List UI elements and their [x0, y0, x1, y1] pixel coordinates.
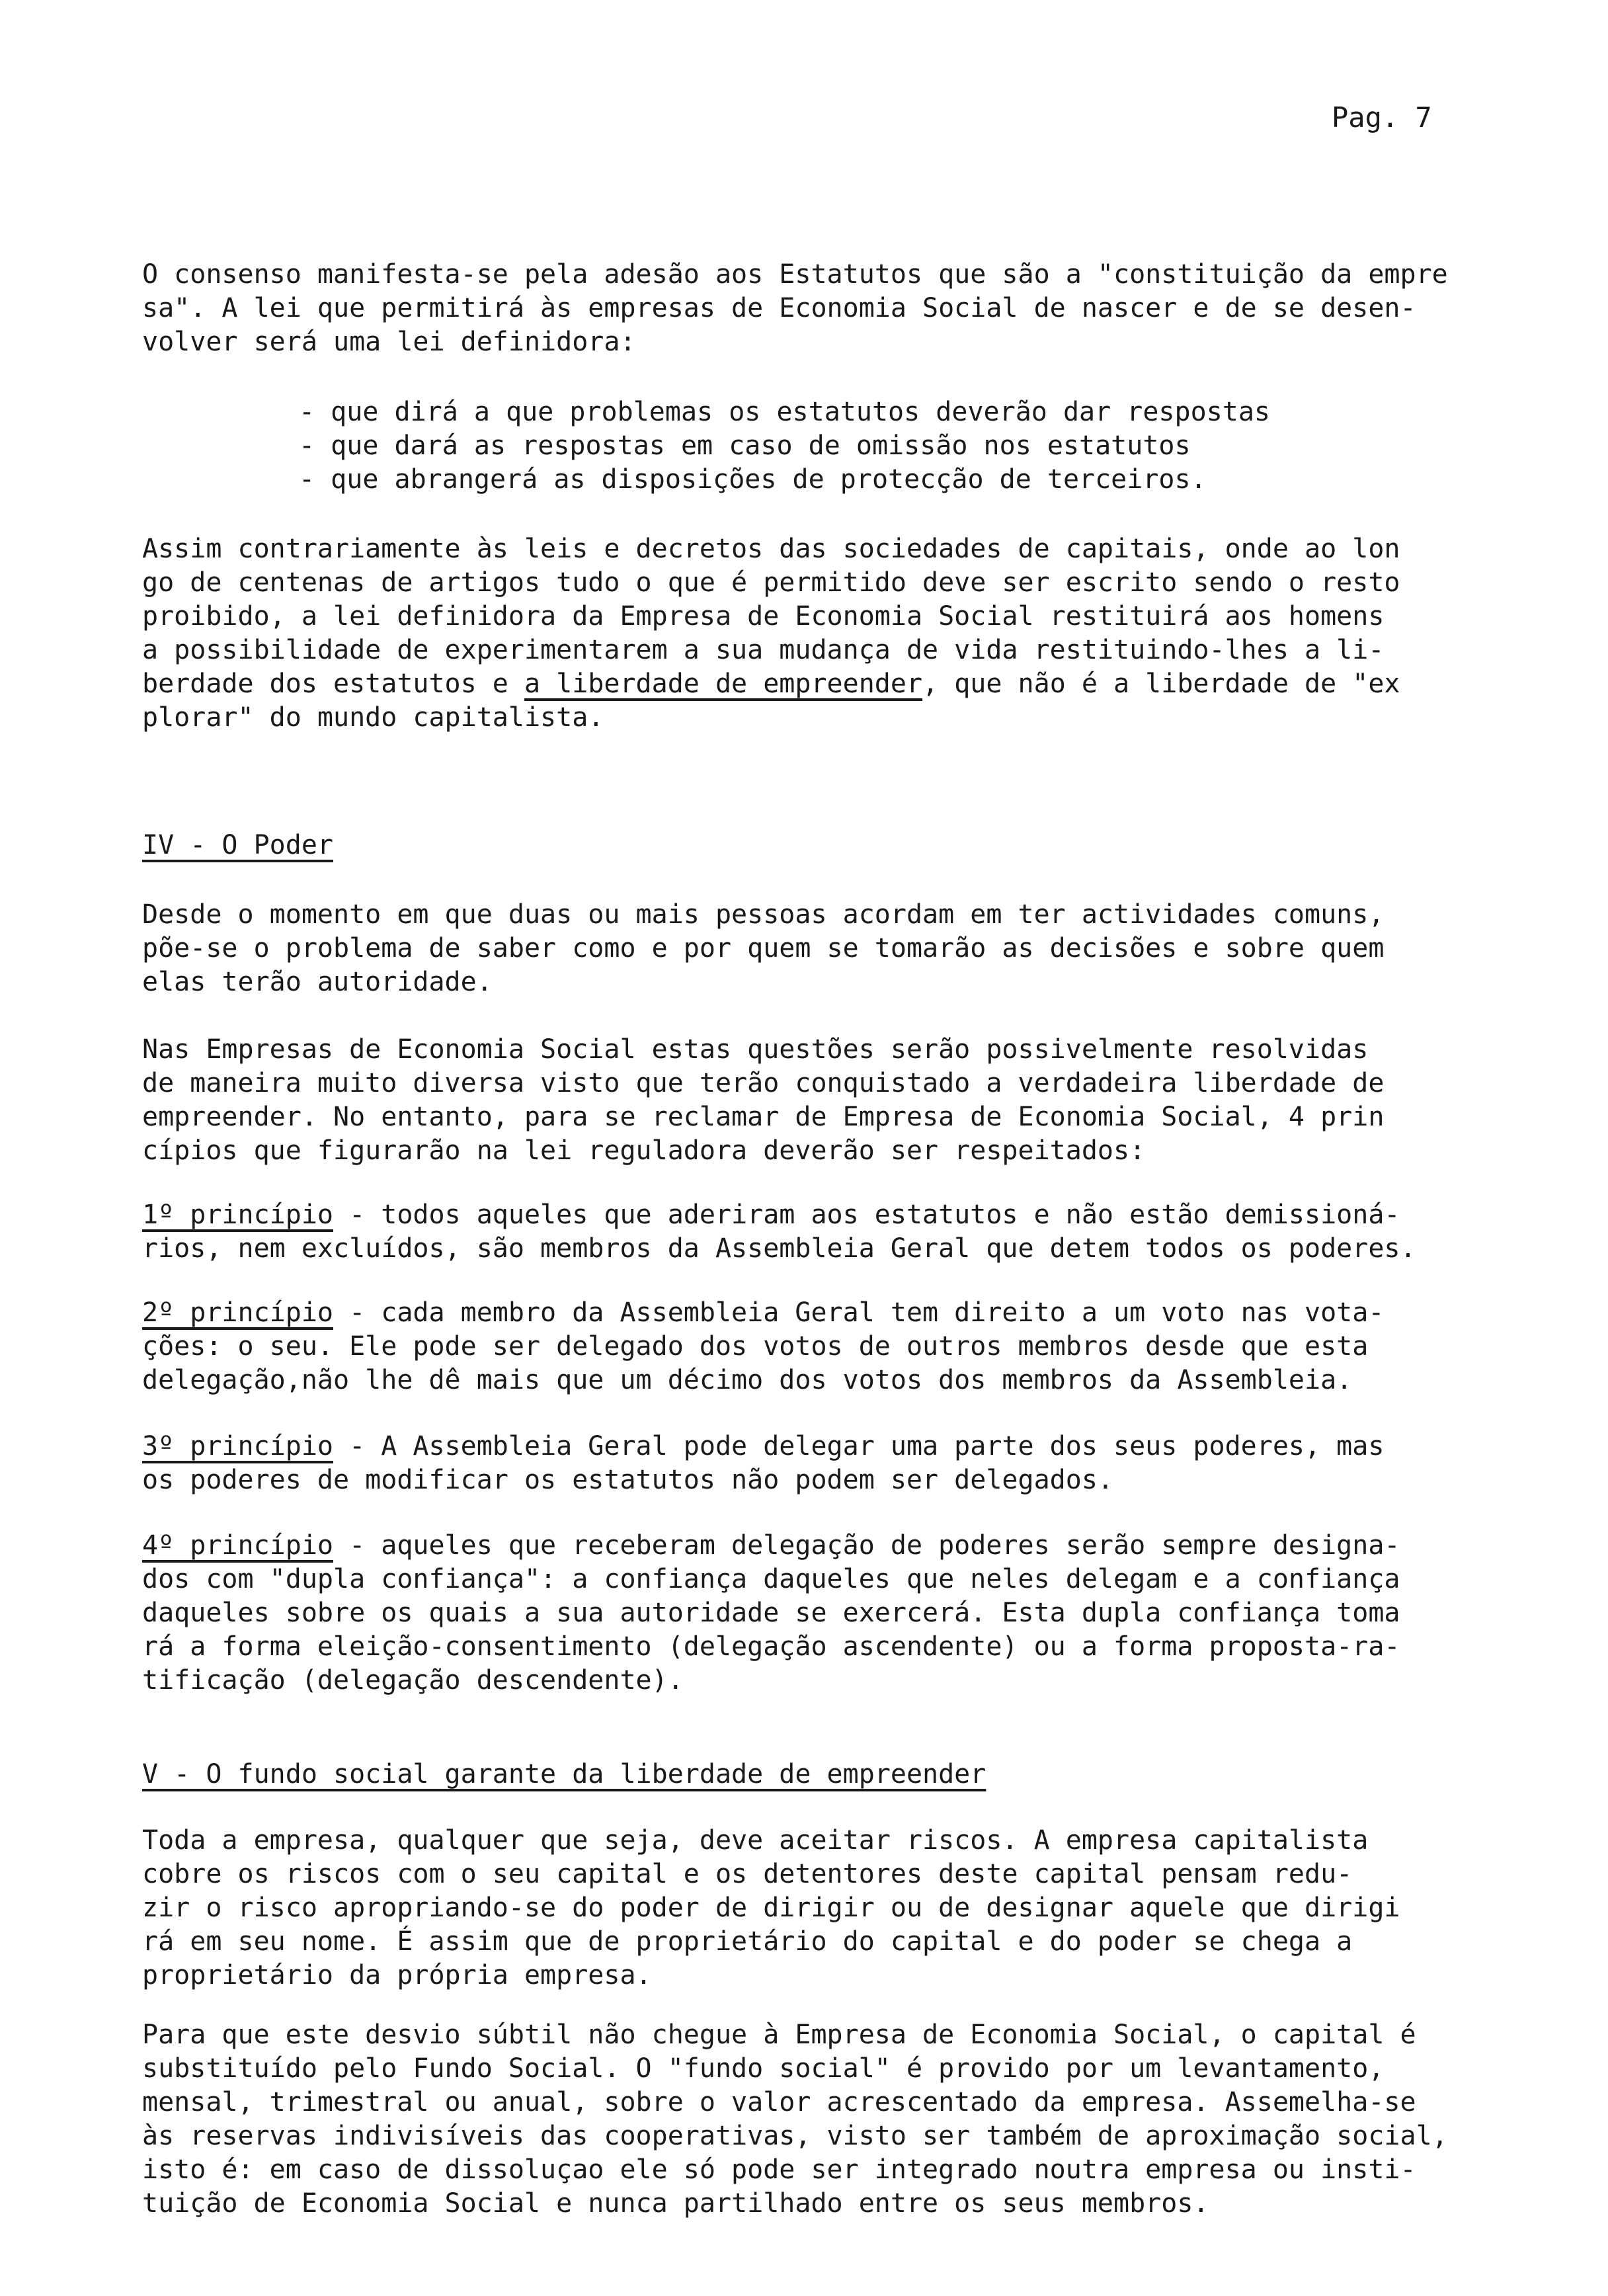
- paragraph-line: os poderes de modificar os estatutos não podem ser delegados.: [142, 1465, 1114, 1495]
- intro-line: O consenso manifesta-se pela adesão aos Estatutos que são a "constituição da empre: [142, 259, 1448, 290]
- paragraph-line: Toda a empresa, qualquer que seja, deve aceitar riscos. A empresa capitalista: [142, 1825, 1369, 1856]
- principio-label: 1º princípio: [142, 1200, 333, 1230]
- page-number: Pag. 7: [1332, 101, 1432, 134]
- paragraph-line: [142, 1430, 1471, 1463]
- principio-2: [142, 1296, 1471, 1397]
- principio-3: [142, 1430, 1471, 1497]
- paragraph-line: cípios que figurarão na lei reguladora deverão ser respeitados:: [142, 1135, 1146, 1166]
- intro-line: sa". A lei que permitirá às empresas de Economia Social de nascer e de se desen-: [142, 293, 1416, 323]
- section-heading: [142, 1758, 1471, 1791]
- paragraph-line: delegação,não lhe dê mais que um décimo dos votos dos membros da Assembleia.: [142, 1365, 1353, 1395]
- paragraph-line: substituído pelo Fundo Social. O "fundo social" é provido por um levantamento,: [142, 2053, 1385, 2084]
- line-text: berdade dos estatutos e: [142, 669, 524, 699]
- line-text: - aqueles que receberam delegação de poderes serão sempre designa-: [333, 1530, 1400, 1561]
- paragraph-line: plorar" do mundo capitalista.: [142, 702, 604, 733]
- paragraph-line: ções: o seu. Ele pode ser delegado dos votos de outros membros desde que esta: [142, 1331, 1369, 1362]
- paragraph-line: Assim contrariamente às leis e decretos das sociedades de capitais, onde ao lon: [142, 534, 1400, 564]
- paragraph-line: põe-se o problema de saber como e por quem se tomarão as decisões e sobre quem: [142, 933, 1385, 964]
- paragraph-line: go de centenas de artigos tudo o que é permitido deve ser escrito sendo o resto: [142, 567, 1400, 598]
- paragraph-line: proibido, a lei definidora da Empresa de Economia Social restituirá aos homens: [142, 601, 1385, 632]
- line-text: - A Assembleia Geral pode delegar uma parte dos seus poderes, mas: [333, 1431, 1385, 1461]
- principio-label: 4º princípio: [142, 1530, 333, 1561]
- principio-4: [142, 1529, 1471, 1698]
- paragraph-line: Desde o momento em que duas ou mais pessoas acordam em ter actividades comuns,: [142, 899, 1385, 930]
- section-title: V - O fundo social garante da liberdade de empreender: [142, 1759, 986, 1789]
- line-text: - cada membro da Assembleia Geral tem direito a um voto nas vota-: [333, 1297, 1385, 1328]
- intro-paragraph: [142, 258, 1471, 359]
- paragraph-line: proprietário da própria empresa.: [142, 1960, 652, 1990]
- paragraph-line: cobre os riscos com o seu capital e os detentores deste capital pensam redu-: [142, 1859, 1353, 1889]
- paragraph-line: de maneira muito diversa visto que terão conquistado a verdadeira liberdade de: [142, 1068, 1385, 1098]
- intro-line: volver será uma lei definidora:: [142, 327, 636, 357]
- line-text: , que não é a liberdade de "ex: [922, 669, 1400, 699]
- fundo-paragraph-2: [142, 2018, 1471, 2221]
- definidora-list: [299, 395, 1489, 497]
- paragraph-line: isto é: em caso de dissoluçao ele só pode ser integrado noutra empresa ou insti-: [142, 2154, 1416, 2185]
- paragraph-line: zir o risco apropriando-se do poder de dirigir ou de designar aquele que dirigi: [142, 1893, 1400, 1923]
- paragraph-line: tuição de Economia Social e nunca partilhado entre os seus membros.: [142, 2188, 1209, 2219]
- poder-paragraph-1: [142, 898, 1471, 999]
- principio-1: [142, 1198, 1471, 1266]
- paragraph-line: rá em seu nome. É assim que de proprietário do capital e do poder se chega a: [142, 1926, 1353, 1957]
- paragraph-line: a possibilidade de experimentarem a sua mudança de vida restituindo-lhes a li-: [142, 635, 1385, 665]
- paragraph-line: elas terão autoridade.: [142, 967, 493, 997]
- paragraph-line: rios, nem excluídos, são membros da Assembleia Geral que detem todos os poderes.: [142, 1233, 1416, 1264]
- paragraph-line: [142, 1296, 1471, 1330]
- principio-label: 3º princípio: [142, 1431, 333, 1461]
- paragraph-line: [142, 667, 1471, 701]
- section-heading: [142, 829, 1471, 862]
- underlined-phrase: a liberdade de empreender: [524, 669, 923, 699]
- paragraph-line: mensal, trimestral ou anual, sobre o valor acrescentado da empresa. Assemelha-se: [142, 2087, 1416, 2117]
- paragraph-line: dos com "dupla confiança": a confiança daqueles que neles delegam e a confiança: [142, 1564, 1400, 1594]
- paragraph-line: às reservas indivisíveis das cooperativas, visto ser também de aproximação social,: [142, 2121, 1448, 2151]
- fundo-paragraph-1: [142, 1824, 1471, 1992]
- list-item: - que dirá a que problemas os estatutos deverão dar respostas: [299, 397, 1271, 427]
- list-item: - que abrangerá as disposições de protecção de terceiros.: [299, 464, 1207, 495]
- paragraph-line: Para que este desvio súbtil não chegue à Empresa de Economia Social, o capital é: [142, 2020, 1416, 2050]
- paragraph-line: [142, 1529, 1471, 1563]
- section-title: IV - O Poder: [142, 830, 333, 860]
- paragraph-line: rá a forma eleição-consentimento (delegação ascendente) ou a forma proposta-ra-: [142, 1631, 1400, 1662]
- paragraph-line: tificação (delegação descendente).: [142, 1665, 684, 1696]
- paragraph-line: empreender. No entanto, para se reclamar de Empresa de Economia Social, 4 prin: [142, 1102, 1385, 1132]
- assim-paragraph: [142, 532, 1471, 735]
- poder-paragraph-2: [142, 1033, 1471, 1168]
- line-text: - todos aqueles que aderiram aos estatutos e não estão demissioná-: [333, 1200, 1400, 1230]
- paragraph-line: daqueles sobre os quais a sua autoridade se exercerá. Esta dupla confiança toma: [142, 1598, 1400, 1628]
- paragraph-line: Nas Empresas de Economia Social estas questões serão possivelmente resolvidas: [142, 1034, 1369, 1065]
- principio-label: 2º princípio: [142, 1297, 333, 1328]
- paragraph-line: [142, 1198, 1471, 1232]
- list-item: - que dará as respostas em caso de omissão nos estatutos: [299, 430, 1191, 461]
